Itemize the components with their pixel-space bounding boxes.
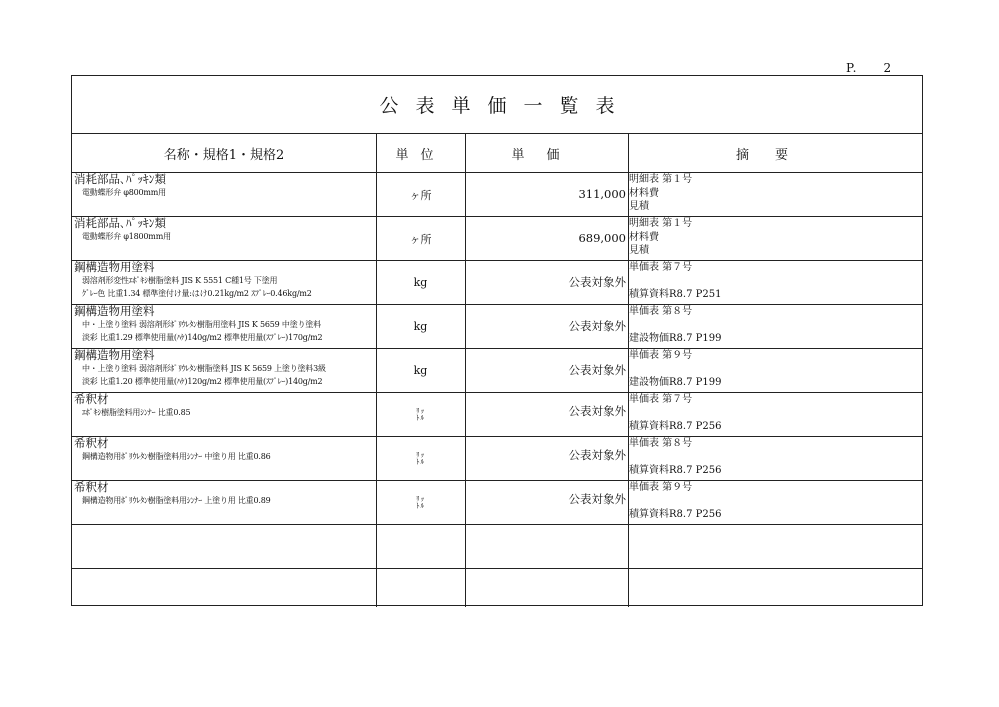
note-line	[629, 451, 921, 465]
unit-cell	[376, 437, 465, 480]
note-line: 積算資料R8.7 P256	[629, 465, 722, 476]
note-line: 建設物価R8.7 P199	[629, 377, 722, 388]
note-cell	[629, 349, 921, 392]
table-title-text: 公表単価一覧表	[379, 95, 632, 117]
table-row	[72, 261, 922, 305]
note-line	[629, 407, 921, 421]
unit-cell	[376, 349, 465, 392]
unit-cell	[376, 481, 465, 524]
item-name: 消耗部品､ﾊﾟｯｷﾝ類	[74, 173, 166, 186]
item-price: 公表対象外	[568, 492, 626, 506]
note-line: 積算資料R8.7 P256	[629, 509, 722, 520]
item-name-cell	[74, 481, 374, 524]
table-title	[72, 76, 922, 134]
item-name: 希釈材	[74, 393, 109, 406]
item-spec2: ｸﾞﾚｰ色 比重1.34 標準塗付け量:はけ0.21kg/m2 ｽﾌﾟﾚｰ0.46kg/m2	[82, 289, 312, 298]
note-line: 単価表 第９号	[629, 482, 693, 493]
column-divider	[465, 134, 466, 607]
item-spec1: 中・上塗り塗料 弱溶剤形ﾎﾟﾘｳﾚﾀﾝ樹脂用塗料 JIS K 5659 中塗り塗料	[82, 320, 321, 329]
unit-cell	[376, 217, 465, 260]
item-spec2: 淡彩 比重1.20 標準使用量(ﾊｹ)120g/m2 標準使用量(ｽﾌﾟﾚｰ)140g/m2	[82, 377, 323, 386]
note-cell	[629, 217, 921, 260]
item-spec2: 淡彩 比重1.29 標準使用量(ﾊｹ)140g/m2 標準使用量(ｽﾌﾟﾚｰ)170g/m2	[82, 333, 323, 342]
note-line: 単価表 第８号	[629, 438, 693, 449]
item-name: 希釈材	[74, 481, 109, 494]
unit-cell	[376, 261, 465, 304]
table-row	[72, 173, 922, 217]
unit-cell	[376, 173, 465, 216]
header-note: 摘要	[628, 134, 922, 173]
item-spec1: 電動蝶形弁 φ800mm用	[82, 188, 166, 197]
table-row	[72, 349, 922, 393]
note-line: 見積	[629, 245, 649, 256]
empty-row	[72, 569, 922, 613]
header-unit: 単位	[376, 134, 465, 173]
note-line: 積算資料R8.7 P251	[629, 289, 722, 300]
item-name-cell	[74, 217, 374, 260]
note-line	[629, 319, 921, 333]
item-unit: kg	[413, 276, 428, 289]
item-name-cell	[74, 437, 374, 480]
note-line: 積算資料R8.7 P256	[629, 421, 722, 432]
item-price: 公表対象外	[568, 319, 626, 333]
item-unit: kg	[413, 364, 428, 377]
item-unit: ﾘｯﾄﾙ	[416, 406, 425, 422]
item-spec1: 鋼構造物用ﾎﾟﾘｳﾚﾀﾝ樹脂塗料用ｼﾝﾅｰ 中塗り用 比重0.86	[82, 452, 271, 461]
item-spec1: 電動蝶形弁 φ1800mm用	[82, 232, 171, 241]
note-line: 材料費	[629, 231, 659, 243]
note-cell	[629, 393, 921, 436]
item-name: 消耗部品､ﾊﾟｯｷﾝ類	[74, 217, 166, 230]
item-price: 公表対象外	[568, 404, 626, 418]
note-line: 見積	[629, 201, 649, 212]
item-name: 鋼構造物用塗料	[74, 349, 155, 362]
note-line: 単価表 第８号	[629, 306, 693, 317]
page-label: P.	[846, 61, 858, 75]
page-number-value: 2	[883, 61, 893, 75]
table-row	[72, 481, 922, 525]
item-name-cell	[74, 261, 374, 304]
item-spec1: 中・上塗り塗料 弱溶剤形ﾎﾟﾘｳﾚﾀﾝ樹脂塗料 JIS K 5659 上塗り塗料3級	[82, 364, 326, 373]
item-spec1: 弱溶剤形変性ｴﾎﾟｷｼ樹脂塗料 JIS K 5551 C種1号 下塗用	[82, 276, 278, 285]
table-row	[72, 305, 922, 349]
item-unit: ヶ所	[409, 232, 432, 246]
item-spec1: 鋼構造物用ﾎﾟﾘｳﾚﾀﾝ樹脂塗料用ｼﾝﾅｰ 上塗り用 比重0.89	[82, 496, 271, 505]
header-name: 名称・規格1・規格2	[72, 134, 376, 173]
item-name-cell	[74, 305, 374, 348]
item-unit: ﾘｯﾄﾙ	[416, 450, 425, 466]
price-table	[71, 75, 923, 606]
item-price: 311,000	[578, 187, 626, 201]
unit-cell	[376, 305, 465, 348]
note-cell	[629, 305, 921, 348]
column-divider	[628, 134, 629, 607]
note-line	[629, 495, 921, 509]
table-row	[72, 393, 922, 437]
table-row	[72, 437, 922, 481]
note-line: 単価表 第７号	[629, 262, 693, 273]
note-cell	[629, 481, 921, 524]
item-price: 公表対象外	[568, 275, 626, 289]
item-price: 689,000	[578, 231, 626, 245]
item-name-cell	[74, 349, 374, 392]
note-line: 明細表 第１号	[629, 218, 693, 229]
note-cell	[629, 437, 921, 480]
item-name-cell	[74, 173, 374, 216]
empty-row	[72, 525, 922, 569]
note-line: 建設物価R8.7 P199	[629, 333, 722, 344]
note-cell	[629, 261, 921, 304]
item-name: 鋼構造物用塗料	[74, 305, 155, 318]
unit-cell	[376, 393, 465, 436]
header-price: 単価	[465, 134, 628, 173]
note-line: 単価表 第７号	[629, 394, 693, 405]
item-unit: ヶ所	[409, 188, 432, 202]
item-name: 希釈材	[74, 437, 109, 450]
note-cell	[629, 173, 921, 216]
item-unit: kg	[413, 320, 428, 333]
note-line	[629, 363, 921, 377]
note-line	[629, 275, 921, 289]
note-line: 材料費	[629, 187, 659, 199]
note-line: 単価表 第９号	[629, 350, 693, 361]
table-row	[72, 217, 922, 261]
item-price: 公表対象外	[568, 448, 626, 462]
item-price: 公表対象外	[568, 363, 626, 377]
item-name-cell	[74, 393, 374, 436]
item-unit: ﾘｯﾄﾙ	[416, 494, 425, 510]
column-divider	[376, 134, 377, 607]
item-spec1: ｴﾎﾟｷｼ樹脂塗料用ｼﾝﾅｰ 比重0.85	[82, 408, 191, 417]
item-name: 鋼構造物用塗料	[74, 261, 155, 274]
note-line: 明細表 第１号	[629, 174, 693, 185]
page-number	[846, 61, 892, 75]
